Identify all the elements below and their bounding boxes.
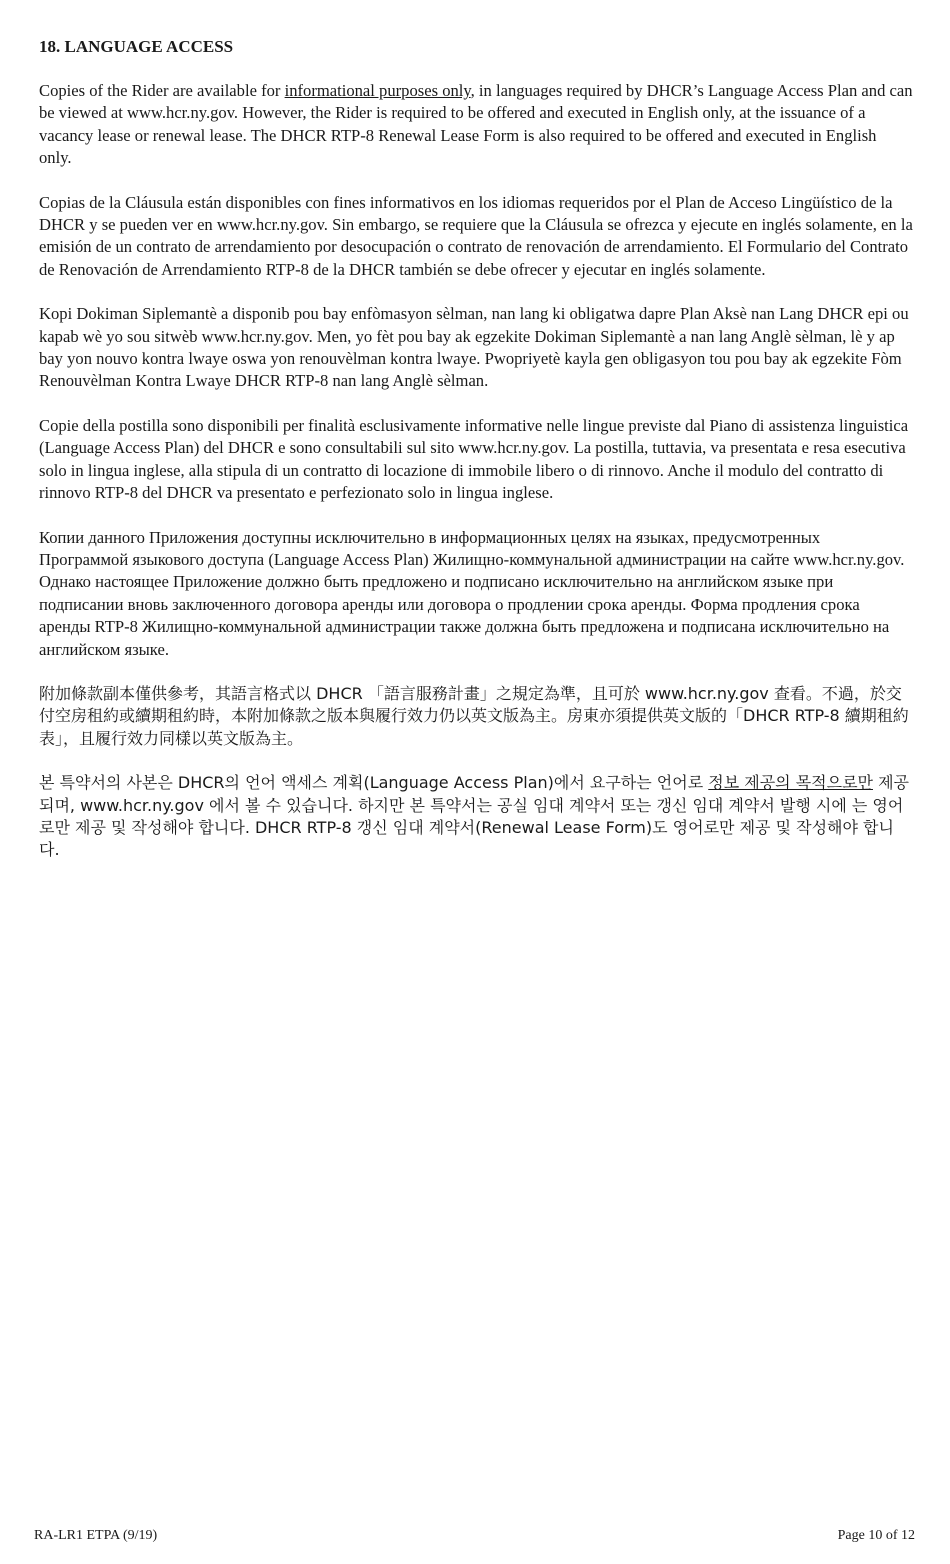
paragraph-russian: Копии данного Приложения доступны исключительно в информационных целях на языках, предусмотренных Программой языкового доступа (Language Access Plan) Жилищно-коммунальной администрации на сайте www.hcr.ny.gov. Однако настоящее Приложение должно быть предложено и подписано исключительно на английском языке при подписании вновь заключенного договора аренды или договора о продлении срока аренды. Форма продления срока аренды RTP-8 Жилищно-коммунальной администрации также должна быть предложена и подписана исключительно на английском языке.	[39, 527, 905, 659]
korean-text-end: 제공되며, www.hcr.ny.gov 에서 볼 수 있습니다. 하지만 본 특약서는 공실 임대 계약서 또는 갱신 임대 계약서 발행 시에 는 영어로만 제공 및 작성해야 합니다. DHCR RTP-8 갱신 임대 계약서(Renewal Lease Form)도 영어로만 제공 및 작성해야 합니다.	[39, 773, 909, 860]
footer-form-id: RA-LR1 ETPA (9/19)	[34, 1528, 158, 1543]
paragraph-italian: Copie della postilla sono disponibili per finalità esclusivamente informative nelle lingue previste dal Piano di assistenza linguistica (Language Access Plan) del DHCR e sono consultabili sul sito www.hcr.ny.gov. La postilla, tuttavia, va presentata e resa esecutiva solo in lingua inglese, alla stipula di un contratto di locazione di immobile libero o di rinnovo. Anche il modulo del contratto di rinnovo RTP-8 del DHCR va presentato e perfezionato solo in lingua inglese.	[39, 415, 909, 503]
korean-underlined-text: 정보 제공의 목적으로만	[708, 773, 873, 793]
section-title: 18. LANGUAGE ACCESS	[39, 37, 234, 56]
footer-page-number: Page 10 of 12	[837, 1528, 915, 1543]
english-text-start: Copies of the Rider are available for	[39, 81, 285, 100]
paragraph-korean	[39, 772, 913, 862]
document-page	[39, 36, 913, 884]
paragraph-spanish: Copias de la Cláusula están disponibles con fines informativos en los idiomas requeridos por el Plan de Acceso Lingüístico de la DHCR y se pueden ver en www.hcr.ny.gov. Sin embargo, se requiere que la Cláusula se ofrezca y ejecute en inglés solamente, en la emisión de un contrato de arrendamiento por desocupación o contrato de renovación de arrendamiento. El Formulario del Contrato de Renovación de Arrendamiento RTP-8 de la DHCR también se debe ofrecer y ejecutar en inglés solamente.	[39, 192, 913, 279]
paragraph-chinese: 附加條款副本僅供參考，其語言格式以 DHCR 「語言服務計畫」之規定為準，且可於 www.hcr.ny.gov 查看。不過，於交付空房租約或續期租約時，本附加條款之版本與履行效力仍以英文版為主。房東亦須提供英文版的「DHCR RTP-8 續期租約表」，且履行效力同樣以英文版為主。	[39, 683, 909, 748]
paragraph-english	[39, 80, 913, 170]
korean-text-start: 본 특약서의 사본은 DHCR의 언어 액세스 계획(Language Access Plan)에서 요구하는 언어로	[39, 773, 709, 793]
paragraph-haitian-creole: Kopi Dokiman Siplemantè a disponib pou bay enfòmasyon sèlman, nan lang ki obligatwa dapre Plan Aksè nan Lang DHCR epi ou kapab wè yo sou sitwèb www.hcr.ny.gov. Men, yo fèt pou bay ak egzekite Dokiman Siplemantè a nan lang Anglè sèlman, lè y ap bay yon nouvo kontra lwaye oswa yon renouvèlman kontra lwaye. Pwopriyetè kayla gen obligasyon tou pou bay ak egzekite Fòm Renouvèlman Kontra Lwaye DHCR RTP-8 nan lang Anglè sèlman.	[39, 304, 909, 391]
english-text-end: , in languages required by DHCR’s Language Access Plan and can be viewed at www.hcr.ny.gov. However, the Rider is required to be offered and executed in English only, at the issuance of a vacancy lease or renewal lease. The DHCR RTP-8 Renewal Lease Form is also required to be offered and executed in English only.	[39, 81, 913, 168]
english-underlined-text: informational purposes only	[284, 81, 471, 100]
